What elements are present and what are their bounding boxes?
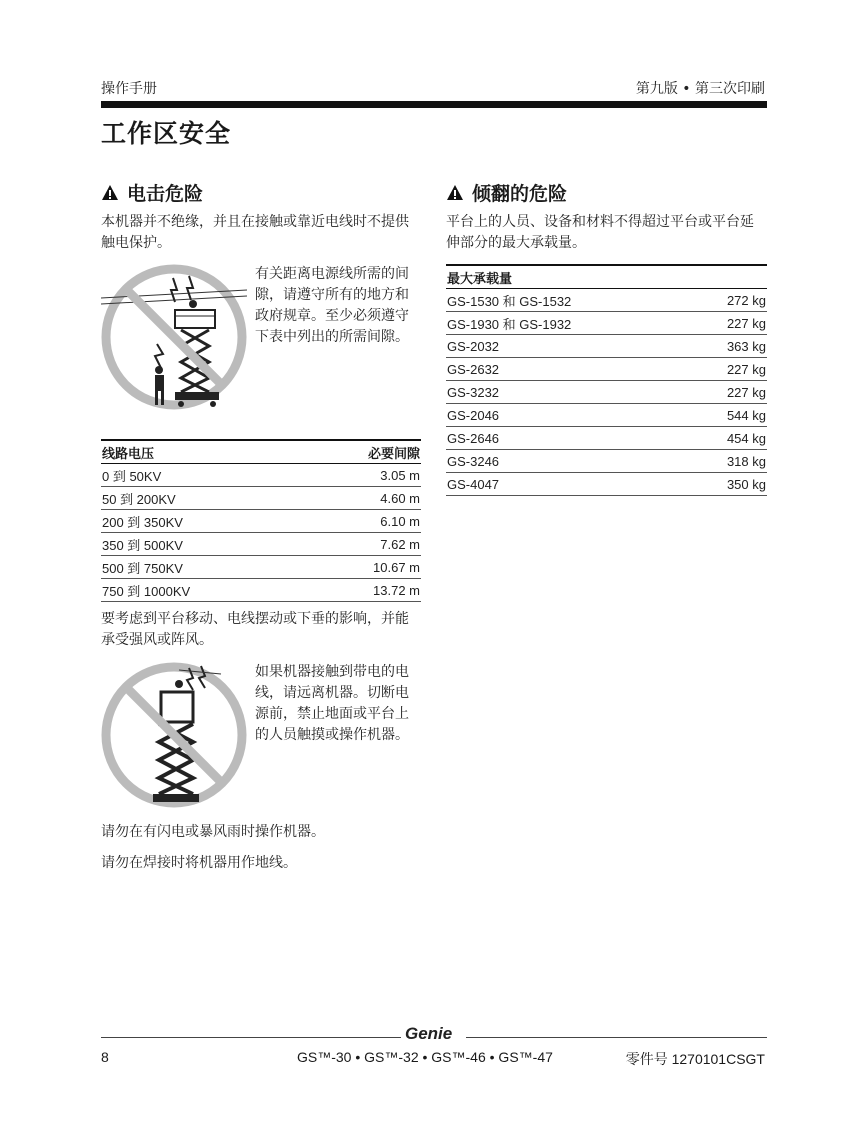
page-number: 8	[101, 1049, 109, 1065]
clearance-text: 有关距离电源线所需的间隙，请遵守所有的地方和政府规章。至少必须遵守下表中列出的所需间隙。	[255, 266, 409, 345]
table-row	[446, 335, 767, 358]
table-row	[101, 510, 421, 533]
clearance-cell: 10.67 m	[301, 556, 421, 579]
table-row	[101, 487, 421, 510]
load-cell: 227 kg	[688, 312, 767, 335]
table-row	[446, 358, 767, 381]
model-cell: GS-1930 和 GS-1932	[446, 312, 688, 335]
clearance-cell: 3.05 m	[301, 464, 421, 487]
model-cell: GS-1530 和 GS-1532	[446, 289, 688, 312]
model-cell: GS-2632	[446, 358, 688, 381]
tipping-heading	[446, 179, 567, 206]
voltage-clearance-table	[101, 439, 421, 602]
warning-triangle-icon	[446, 184, 464, 201]
warning-triangle-icon	[101, 184, 119, 201]
note-welding: 请勿在焊接时将机器用作地线。	[101, 855, 297, 871]
contact-prohibited-illustration	[101, 662, 247, 808]
model-cell: GS-3232	[446, 381, 688, 404]
load-cell: 454 kg	[688, 427, 767, 450]
load-cell: 227 kg	[688, 358, 767, 381]
table-row	[446, 289, 767, 312]
load-cell: 544 kg	[688, 404, 767, 427]
table-row	[446, 427, 767, 450]
col-voltage-header: 线路电压	[101, 440, 301, 464]
voltage-cell: 200 到 350KV	[101, 510, 301, 533]
table-row	[101, 533, 421, 556]
header-edition: 第九版 • 第三次印刷	[635, 81, 765, 97]
genie-logo: Genie	[405, 1024, 453, 1043]
electric-heading-text: 电击危险	[127, 183, 204, 205]
electric-heading	[101, 179, 203, 206]
load-cell: 350 kg	[688, 473, 767, 496]
footer-models: GS™-30 • GS™-32 • GS™-46 • GS™-47	[297, 1049, 553, 1065]
col-clearance-header: 必要间隙	[301, 440, 421, 464]
col-max-load-header: 最大承载量	[446, 265, 767, 289]
table-row	[446, 312, 767, 335]
footer-rule-right	[466, 1037, 767, 1038]
voltage-cell: 350 到 500KV	[101, 533, 301, 556]
voltage-cell: 50 到 200KV	[101, 487, 301, 510]
table-row	[101, 556, 421, 579]
load-cell: 227 kg	[688, 381, 767, 404]
electric-intro: 本机器并不绝缘，并且在接触或靠近电线时不提供触电保护。	[101, 214, 409, 251]
max-load-table	[446, 264, 767, 496]
tipping-heading-text: 倾翻的危险	[472, 183, 568, 205]
contact-text: 如果机器接触到带电的电线，请远离机器。切断电源前，禁止地面或平台上的人员触摸或操作机器。	[255, 664, 409, 743]
clearance-cell: 7.62 m	[301, 533, 421, 556]
table-row	[446, 450, 767, 473]
table-row	[446, 404, 767, 427]
part-number: 零件号 1270101CSGT	[625, 1051, 765, 1067]
voltage-cell: 750 到 1000KV	[101, 579, 301, 602]
table-header-row	[446, 265, 767, 289]
model-cell: GS-4047	[446, 473, 688, 496]
table-row	[101, 579, 421, 602]
header-manual-title: 操作手册	[101, 81, 157, 97]
note-lightning: 请勿在有闪电或暴风雨时操作机器。	[101, 824, 325, 840]
tipping-intro: 平台上的人员、设备和材料不得超过平台或平台延伸部分的最大承载量。	[446, 214, 754, 251]
footer-rule-left	[101, 1037, 401, 1038]
table-row	[446, 381, 767, 404]
voltage-cell: 0 到 50KV	[101, 464, 301, 487]
load-cell: 272 kg	[688, 289, 767, 312]
table-header-row	[101, 440, 421, 464]
header-rule	[101, 101, 767, 108]
load-cell: 363 kg	[688, 335, 767, 358]
model-cell: GS-2032	[446, 335, 688, 358]
page-title: 工作区安全	[101, 119, 232, 148]
after-table-text: 要考虑到平台移动、电线摆动或下垂的影响，并能承受强风或阵风。	[101, 611, 409, 648]
clearance-cell: 4.60 m	[301, 487, 421, 510]
table-row	[101, 464, 421, 487]
model-cell: GS-2046	[446, 404, 688, 427]
model-cell: GS-2646	[446, 427, 688, 450]
power-line-prohibited-illustration	[101, 264, 247, 410]
clearance-cell: 6.10 m	[301, 510, 421, 533]
model-cell: GS-3246	[446, 450, 688, 473]
load-cell: 318 kg	[688, 450, 767, 473]
table-row	[446, 473, 767, 496]
voltage-cell: 500 到 750KV	[101, 556, 301, 579]
clearance-cell: 13.72 m	[301, 579, 421, 602]
